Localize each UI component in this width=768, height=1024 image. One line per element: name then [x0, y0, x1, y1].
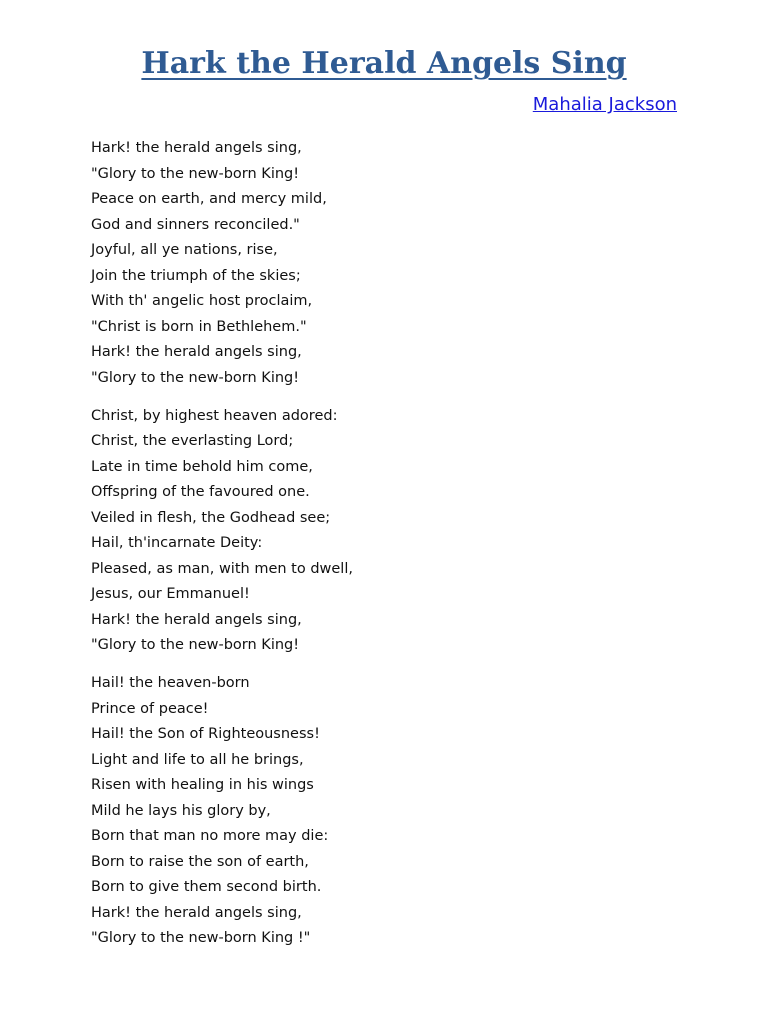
lyric-line: Hark! the herald angels sing, — [91, 344, 302, 360]
lyric-line: Offspring of the favoured one. — [91, 484, 310, 500]
lyric-line: Hark! the herald angels sing, — [91, 140, 302, 156]
lyric-line: Hail! the heaven-born — [91, 675, 250, 691]
lyric-line: God and sinners reconciled." — [91, 216, 300, 233]
lyric-line: Mild he lays his glory by, — [91, 802, 271, 819]
lyric-line: Jesus, our Emmanuel! — [91, 586, 250, 602]
lyric-line: Prince of peace! — [91, 700, 209, 717]
stanza-2 — [91, 404, 671, 659]
lyric-line: "Glory to the new-born King! — [91, 369, 300, 386]
lyric-line: Christ, by highest heaven adored: — [91, 407, 338, 424]
lyric-line: Late in time behold him come, — [91, 458, 313, 475]
lyric-line: With th' angelic host proclaim, — [91, 293, 313, 309]
stanza-1 — [91, 136, 671, 391]
lyric-line: "Glory to the new-born King! — [91, 165, 300, 182]
lyric-line: Born to give them second birth. — [91, 879, 322, 895]
lyric-line: Born to raise the son of earth, — [91, 853, 309, 870]
lyric-line: Veiled in flesh, the Godhead see; — [91, 509, 331, 526]
lyric-line: Risen with healing in his wings — [91, 777, 314, 793]
lyric-line: Hail! the Son of Righteousness! — [91, 726, 320, 742]
lyric-line: "Christ is born in Bethlehem." — [91, 318, 307, 335]
page-title: Hark the Herald Angels Sing — [141, 46, 627, 81]
lyrics-body — [91, 136, 671, 964]
lyric-line: Christ, the everlasting Lord; — [91, 433, 294, 449]
lyric-line: Hark! the herald angels sing, — [91, 611, 302, 628]
lyric-line: "Glory to the new-born King! — [91, 637, 300, 653]
lyric-line: Hark! the herald angels sing, — [91, 904, 302, 921]
lyric-line: "Glory to the new-born King !" — [91, 930, 311, 946]
lyric-line: Peace on earth, and mercy mild, — [91, 191, 327, 207]
lyric-line: Joyful, all ye nations, rise, — [91, 242, 278, 258]
lyric-line: Hail, th'incarnate Deity: — [91, 535, 263, 551]
lyric-line: Born that man no more may die: — [91, 828, 329, 844]
stanza-3 — [91, 671, 671, 952]
lyric-line: Pleased, as man, with men to dwell, — [91, 560, 353, 577]
lyric-line: Light and life to all he brings, — [91, 751, 304, 768]
lyric-line: Join the triumph of the skies; — [91, 267, 301, 284]
author-link[interactable]: Mahalia Jackson — [532, 94, 677, 115]
